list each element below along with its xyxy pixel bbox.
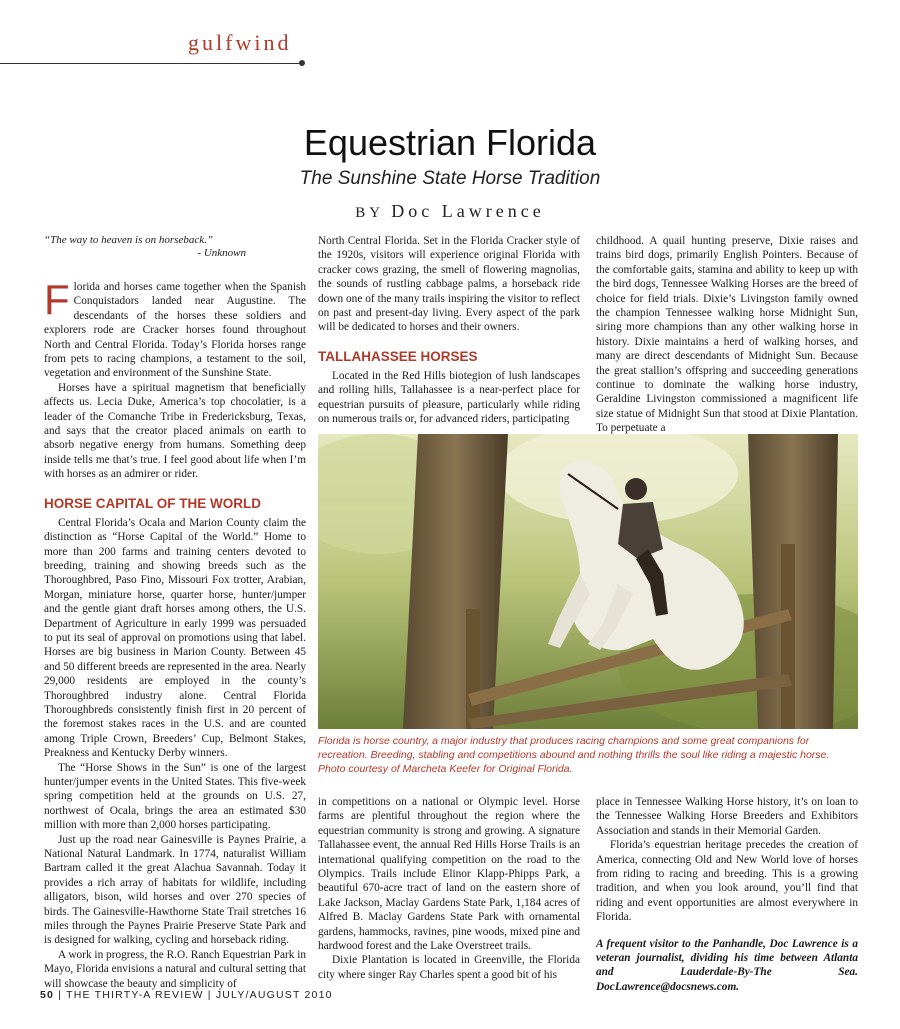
paragraph: Just up the road near Gainesville is Paynes Prairie, a National Natural Landmark. In 1774, naturalist William Bartram called it the great Alachua Savannah. Today it provides a rich array of habitats for wildlife, including alligators, bison, wild horses and over 270 species of birds. The Gainesville-Hawthorne State Trail stretches 16 miles through the Paynes Prairie Preserve State Park and is designed for walking, cycling and horseback riding. [44, 833, 306, 947]
column-3-top [596, 234, 858, 436]
page-footer [40, 989, 333, 1001]
paragraph: A work in progress, the R.O. Ranch Equestrian Park in Mayo, Florida envisions a natural and cultural setting that will showcase the beauty and simplicity of [44, 948, 306, 990]
paragraph: childhood. A quail hunting preserve, Dixie raises and trains bird dogs, primarily English Pointers. Because of the comfortable gaits, stamina and ability to keep up with the bird dogs, Tennessee Walking Horses are the breed of choice for field trials. Dixie’s Livingston family owned the champion Tennessee walking horse Midnight Sun, siring more champions than any other walking horse in history. Dixie maintains a herd of walking horses, and many are direct descendants of Midnight Sun. Because the great stallion’s offspring and succeeding generations continue to dominate the walking horse industry, Geraldine Livingston commissioned a magnificent life size statue of Midnight Sun that stood at Dixie Plantation. To perpetuate a [596, 235, 858, 435]
paragraph: Florida’s equestrian heritage precedes the creation of America, connecting Old and New World love of horses from riding to racing and breeding. This is a growing tradition, and when you look around, you’ll find that riding and event opportunities are almost everywhere in Florida. [596, 839, 858, 924]
publication-name: THE THIRTY-A REVIEW [66, 989, 204, 1001]
horse-jump-illustration [318, 434, 858, 729]
epigraph-text: “The way to heaven is on horseback.” [44, 234, 213, 246]
byline-by: BY [355, 205, 384, 221]
paragraph: The “Horse Shows in the Sun” is one of the largest hunter/jumper events in the United States. This five-week spring competition held at the grounds on U.S. 27, northwest of Ocala, brings the area an estimated $30 million with more than 2,000 horses participating. [44, 761, 306, 832]
paragraph [44, 276, 306, 381]
byline [0, 201, 900, 222]
paragraph: Dixie Plantation is located in Greenville, the Florida city where singer Ray Charles spent a good bit of his [318, 954, 580, 981]
page-number: 50 [40, 989, 55, 1001]
epigraph [44, 234, 306, 260]
photo-caption: Florida is horse country, a major industry that produces racing champions and some great companions for recreation. Breeding, stabling and competitions abound and nothing thrills the soul like riding a majestic horse. Photo courtesy of Marcheta Keefer for Original Florida. [318, 735, 830, 775]
section-label: gulfwind [188, 30, 292, 55]
paragraph: Central Florida’s Ocala and Marion County claim the distinction as “Horse Capital of the World.” Home to more than 200 farms and training centers devoted to breeding, training and showing breeds such as the Thoroughbred, Paso Fino, Missouri Fox trotter, Arabian, Morgan, miniature horse, quarter horse, hunter/jumper and the gentle giant draft horses among others, the U.S. Department of Agriculture in early 1999 was persuaded to put its seal of approval on promotions using that label. Horses are big business in Marion County. Between 45 and 50 different breeds are represented in the area. Nearly 29,000 residents are employed in the county’s Thoroughbred industry alone. Central Florida Thoroughbreds consistently finish first in 20 percent of the foremost stakes races in the U.S. and are counted among Triple Crown, Breeders’ Cup, Belmont Stakes, Preakness and Kentucky Derby winners. [44, 516, 306, 760]
subhead-horse-capital: HORSE CAPITAL OF THE WORLD [44, 495, 261, 511]
article-subtitle: The Sunshine State Horse Tradition [299, 168, 601, 189]
horse-jump-photo [318, 434, 858, 729]
footer-separator-2: | [207, 989, 212, 1001]
footer-separator: | [58, 989, 63, 1001]
paragraph-text: lorida and horses came together when the Spanish Conquistadors landed near Augustine. The descendants of the horses these soldiers and explorers rode are Cracker horses found throughout North and Central Florida. Today’s Florida horses range from pets to racing champions, a testament to the soil, vegetation and environment of the Sunshine State. [44, 281, 306, 380]
article-title: Equestrian Florida [303, 122, 597, 163]
paragraph: place in Tennessee Walking Horse history, it’s on loan to the Tennessee Walking Horse Breeders and Exhibitors Association and stands in their Memorial Garden. [596, 796, 858, 837]
column-2-top [318, 234, 580, 426]
paragraph: Horses have a spiritual magnetism that beneficially affects us. Lecia Duke, America’s top chocolatier, is a leader of the Comanche Tribe in Fredericksburg, Texas, and says that the creator placed animals on earth to absorb negative energy from humans. Something deep inside tells me that’s true. I feel good about life when I’m with horses as an admirer or rider. [44, 381, 306, 481]
column-2-bottom [318, 795, 580, 982]
column-1 [44, 234, 306, 991]
issue-date: JULY/AUGUST 2010 [215, 989, 333, 1001]
paragraph: Located in the Red Hills biotegion of lush landscapes and rolling hills, Tallahassee is a near-perfect place for equestrian pursuits of pleasure, particularly while riding on numerous trails or, for advanced riders, participating [318, 369, 580, 426]
header-rule-dot [299, 60, 305, 66]
subhead-tallahassee: TALLAHASSEE HORSES [318, 348, 478, 364]
column-3-bottom [596, 795, 858, 994]
header-rule [0, 63, 302, 64]
drop-cap: F [44, 276, 70, 323]
epigraph-attribution: - Unknown [197, 247, 246, 259]
paragraph: North Central Florida. Set in the Florida Cracker style of the 1920s, visitors will experience original Florida with cracker cows grazing, the smell of flowering magnolias, the sounds of rustling cabbage palms, a horseback ride down one of the many trails inspiring the visitor to reflect on past and present-day living. Every aspect of the park will be dedicated to horses and their owners. [318, 235, 580, 334]
paragraph: in competitions on a national or Olympic level. Horse farms are plentiful throughout the region where the equestrian community is strong and growing. A signature Tallahassee event, the annual Red Hills Horse Trails is an international qualifying competition on the road to the Olympics. Trails include Elinor Klapp-Phipps Park, a beautiful 670-acre tract of land on the eastern shore of Lake Jackson, Maclay Gardens State Park, 1,184 acres of Alfred B. Maclay Gardens State Park with ornamental gardens, hammocks, ravines, pine woods, mixed pine and hardwood forest and the Lake Overstreet trails. [318, 796, 580, 953]
byline-author: Doc Lawrence [391, 201, 545, 221]
author-bio: A frequent visitor to the Panhandle, Doc Lawrence is a veteran journalist, dividing his time between Atlanta and Lauderdale-By-The Sea. DocLawrence@docsnews.com. [596, 937, 858, 993]
